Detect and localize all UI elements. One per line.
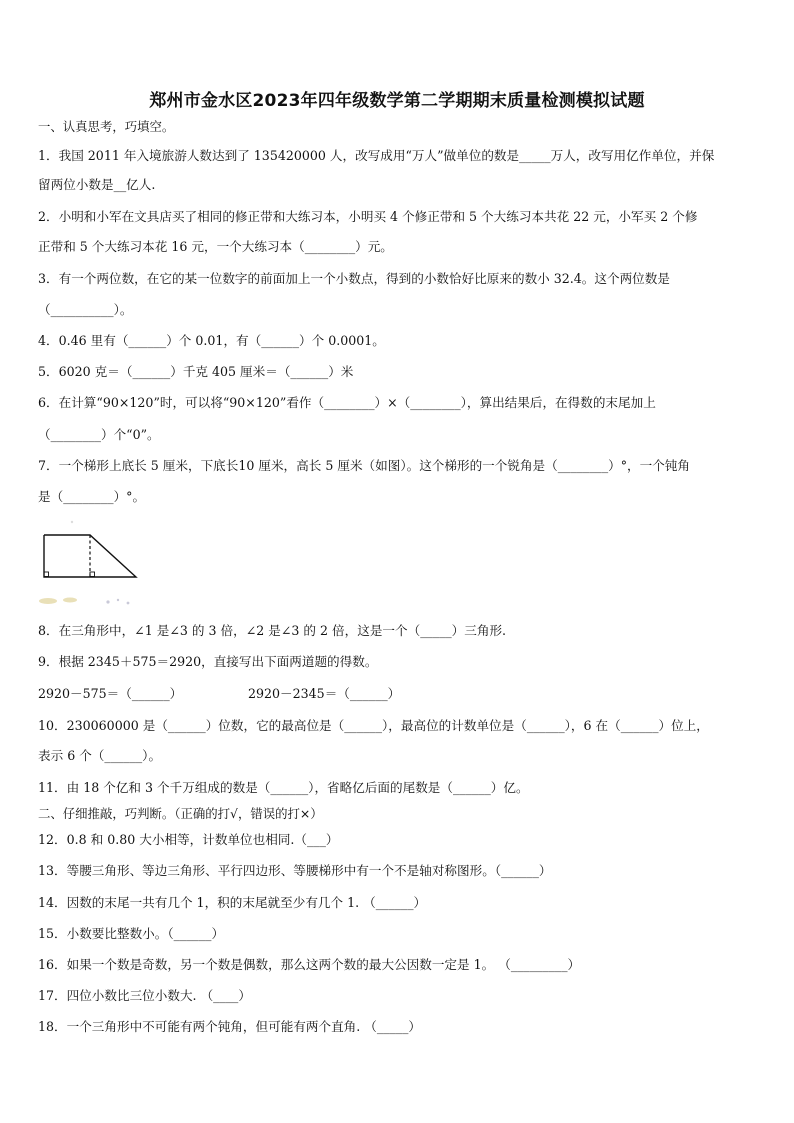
question-1-line-1: 1．我国 2011 年入境旅游人数达到了 135420000 人，改写成用“万人”做单位的数是_____万人，改写用亿作单位，并保 — [38, 148, 715, 163]
question-12: 12．0.8 和 0.80 大小相等，计数单位也相同.（___） — [38, 832, 339, 847]
question-16: 16．如果一个数是奇数，另一个数是偶数，那么这两个数的最大公因数一定是 1。 （_________） — [38, 957, 581, 972]
question-1-line-2: 留两位小数是__亿人. — [38, 177, 156, 192]
question-6-line-2: （________）个“0”。 — [38, 427, 160, 442]
question-9-b: 2920－2345＝（______） — [248, 686, 401, 701]
question-2-line-2: 正带和 5 个大练习本花 16 元，一个大练习本（________）元。 — [38, 239, 393, 254]
question-4: 4．0.46 里有（______）个 0.01，有（______）个 0.0001。 — [38, 333, 385, 348]
question-8: 8．在三角形中，∠1 是∠3 的 3 倍，∠2 是∠3 的 2 倍，这是一个（_____）三角形. — [38, 623, 507, 638]
question-11: 11．由 18 个亿和 3 个千万组成的数是（______），省略亿后面的尾数是（______）亿。 — [38, 780, 529, 795]
faint-scan-marks — [39, 521, 129, 605]
section-2-heading: 二、仔细推敲，巧判断。（正确的打√，错误的打×） — [38, 806, 323, 821]
question-6-line-1: 6．在计算“90×120”时，可以将“90×120”看作（________）×（________），算出结果后，在得数的末尾加上 — [38, 395, 656, 410]
question-10-line-2: 表示 6 个（______）。 — [38, 748, 162, 763]
question-14: 14．因数的末尾一共有几个 1，积的末尾就至少有几个 1. （______） — [38, 895, 427, 910]
question-7-line-1: 7．一个梯形上底长 5 厘米，下底长10 厘米，高长 5 厘米（如图）。这个梯形的一个锐角是（________）°，一个钝角 — [38, 458, 690, 473]
question-3-line-1: 3．有一个两位数，在它的某一位数字的前面加上一个小数点，得到的小数恰好比原来的数小 32.4。这个两位数是 — [38, 271, 670, 286]
question-9-a: 2920－575＝（______） — [38, 686, 183, 701]
question-5: 5．6020 克＝（______）千克 405 厘米＝（______）米 — [38, 364, 354, 379]
question-15: 15．小数要比整数小。（______） — [38, 926, 225, 941]
question-9: 9．根据 2345＋575＝2920，直接写出下面两道题的得数。 — [38, 654, 378, 669]
question-18: 18．一个三角形中不可能有两个钝角，但可能有两个直角. （_____） — [38, 1019, 421, 1034]
question-10-line-1: 10．230060000 是（______）位数，它的最高位是（______），最高位的计数单位是（______），6 在（______）位上， — [38, 718, 709, 733]
page-title: 郑州市金水区2023年四年级数学第二学期期末质量检测模拟试题 — [149, 91, 645, 111]
question-3-line-2: （__________）。 — [38, 302, 133, 317]
trapezoid-figure — [30, 518, 150, 613]
question-13: 13．等腰三角形、等边三角形、平行四边形、等腰梯形中有一个不是轴对称图形。（______） — [38, 863, 552, 878]
section-1-heading: 一、认真思考，巧填空。 — [38, 119, 175, 134]
right-angle-mark-height — [90, 572, 95, 577]
question-17: 17．四位小数比三位小数大. （____） — [38, 988, 251, 1003]
question-2-line-1: 2．小明和小军在文具店买了相同的修正带和大练习本，小明买 4 个修正带和 5 个大练习本共花 22 元，小军买 2 个修 — [38, 209, 698, 224]
question-7-line-2: 是（________）°。 — [38, 489, 146, 504]
